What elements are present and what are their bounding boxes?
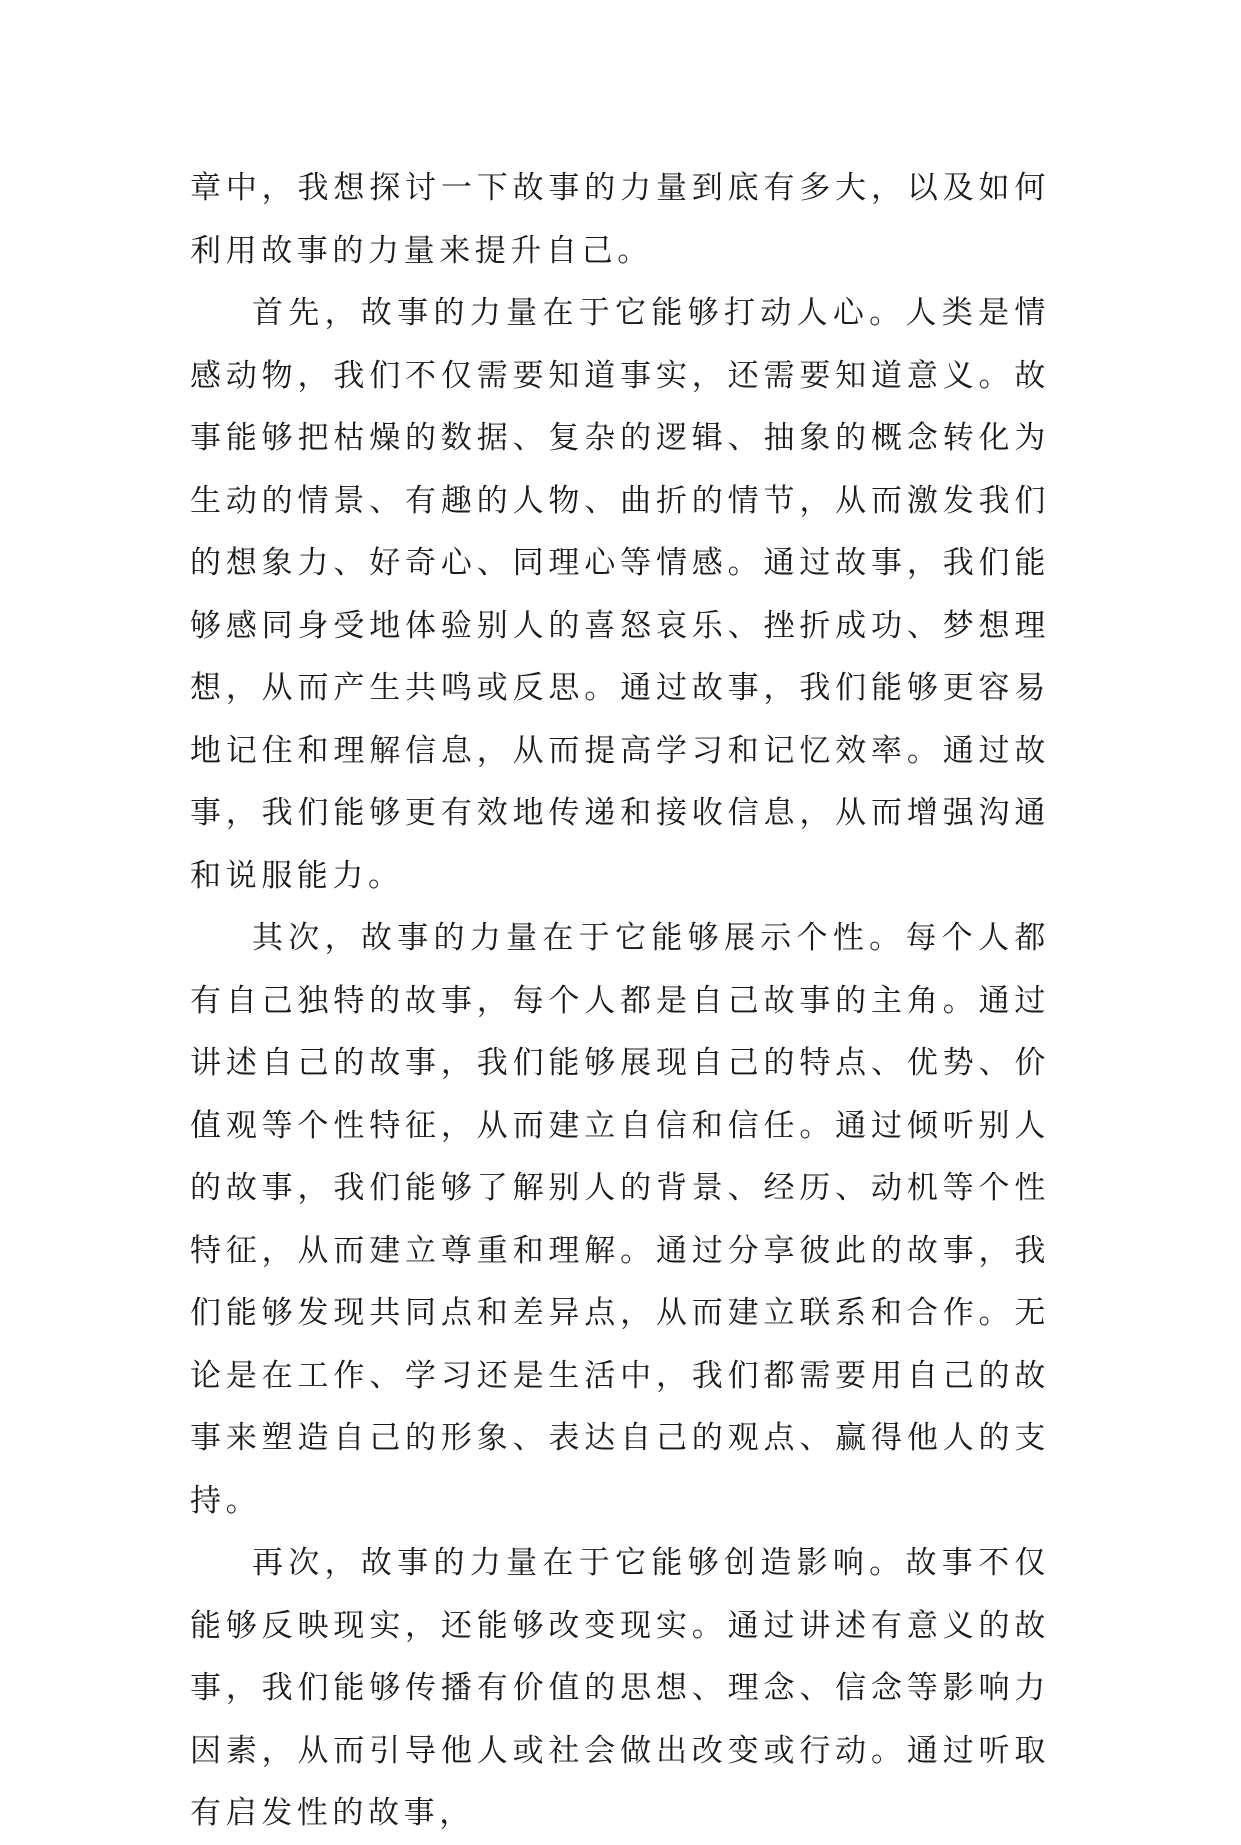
- document-body: [190, 157, 1050, 1845]
- paragraph-first-point: 首先，故事的力量在于它能够打动人心。人类是情感动物，我们不仅需要知道事实，还需要知道意义。故事能够把枯燥的数据、复杂的逻辑、抽象的概念转化为生动的情景、有趣的人物、曲折的情节，从而激发我们的想象力、好奇心、同理心等情感。通过故事，我们能够感同身受地体验别人的喜怒哀乐、挫折成功、梦想理想，从而产生共鸣或反思。通过故事，我们能够更容易地记住和理解信息，从而提高学习和记忆效率。通过故事，我们能够更有效地传递和接收信息，从而增强沟通和说服能力。: [190, 295, 1050, 894]
- paragraph-second-point: 其次，故事的力量在于它能够展示个性。每个人都有自己独特的故事，每个人都是自己故事的主角。通过讲述自己的故事，我们能够展现自己的特点、优势、价值观等个性特征，从而建立自信和信任。通过倾听别人的故事，我们能够了解别人的背景、经历、动机等个性特征，从而建立尊重和理解。通过分享彼此的故事，我们能够发现共同点和差异点，从而建立联系和合作。无论是在工作、学习还是生活中，我们都需要用自己的故事来塑造自己的形象、表达自己的观点、赢得他人的支持。: [190, 920, 1050, 1519]
- paragraph-continuation: 章中，我想探讨一下故事的力量到底有多大，以及如何利用故事的力量来提升自己。: [190, 170, 1050, 269]
- paragraph-third-point: 再次，故事的力量在于它能够创造影响。故事不仅能够反映现实，还能够改变现实。通过讲述有意义的故事，我们能够传播有价值的思想、理念、信念等影响力因素，从而引导他人或社会做出改变或行动。通过听取有启发性的故事，: [190, 1545, 1050, 1831]
